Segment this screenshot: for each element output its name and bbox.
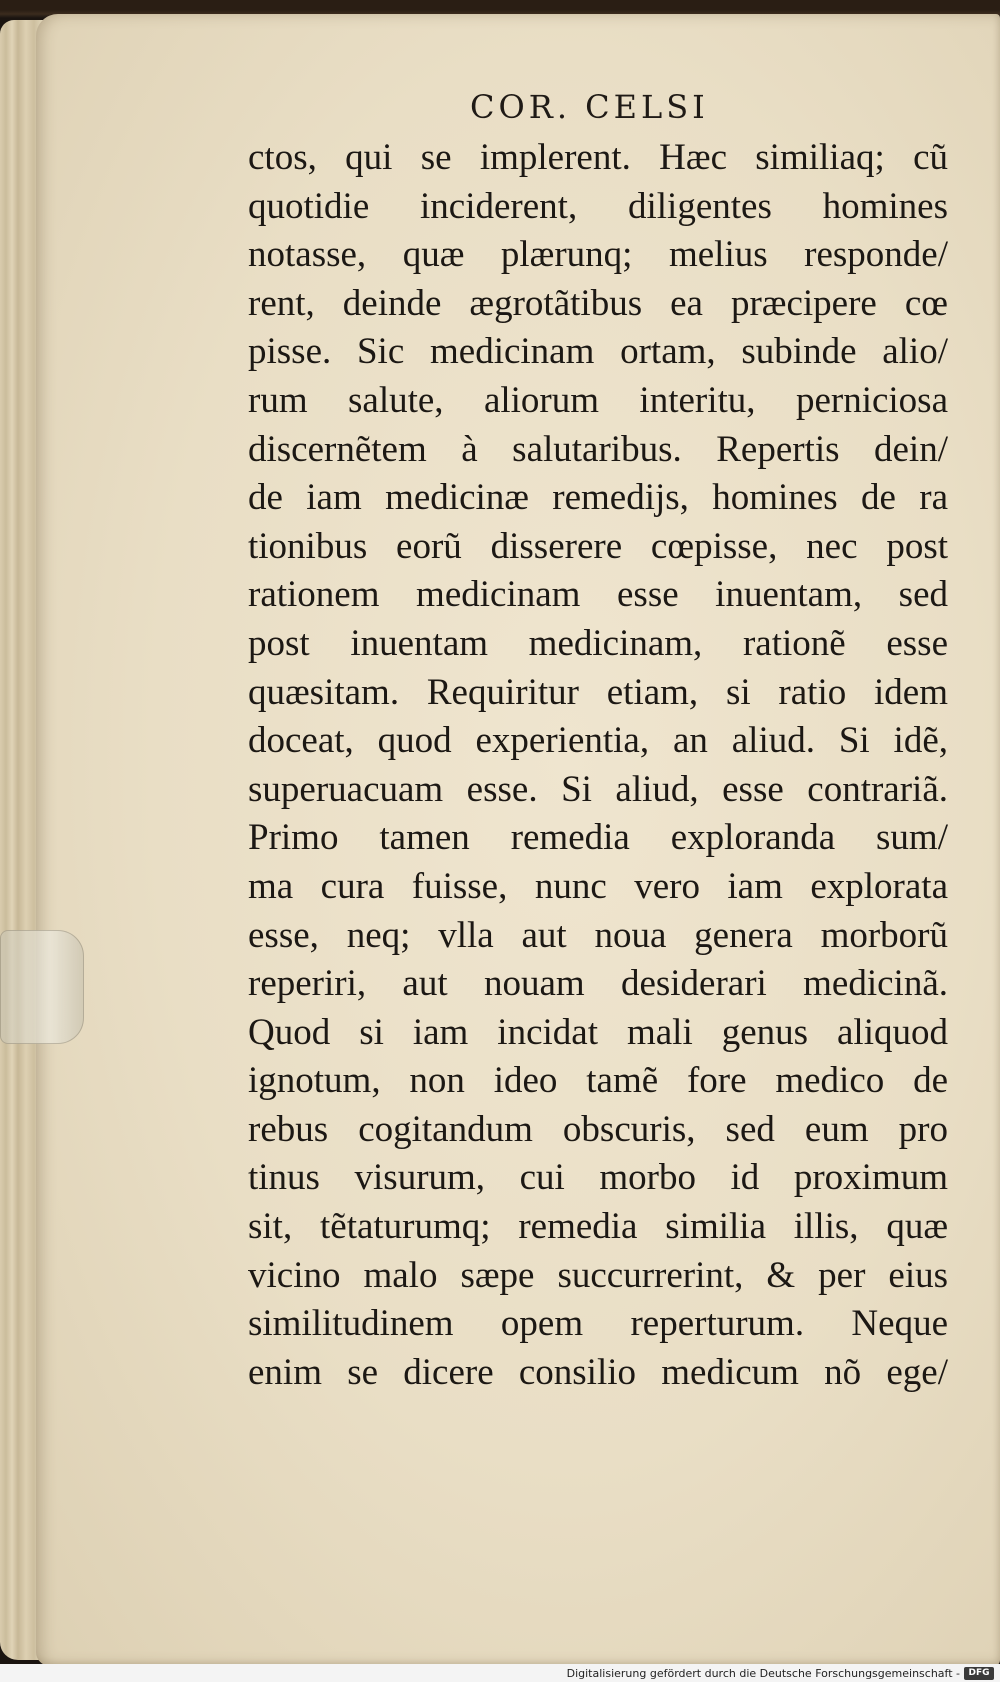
text-line: de iam medicinæ remedijs, homines de ra xyxy=(248,477,948,519)
text-line: reperiri, aut nouam desiderari medicinã. xyxy=(248,963,948,1005)
text-line: rum salute, aliorum interitu, perniciosa xyxy=(248,379,948,421)
text-line: similitudinem opem reperturum. Neque xyxy=(248,1303,948,1345)
text-line: pisse. Sic medicinam ortam, subinde alio/ xyxy=(248,331,948,373)
text-line: post inuentam medicinam, rationẽ esse xyxy=(248,622,948,664)
text-line: discernẽtem à salutaribus. Repertis dein/ xyxy=(248,428,948,470)
text-line: sit, tẽtaturumq; remedia similia illis, quæ xyxy=(248,1206,948,1248)
text-line: Primo tamen remedia exploranda sum/ xyxy=(248,817,948,859)
text-line: ctos, qui se implerent. Hæc similiaq; cũ xyxy=(248,137,948,178)
digitization-credit: Digitalisierung gefördert durch die Deutsche Forschungsgemeinschaft - xyxy=(566,1667,960,1680)
text-line: ma cura fuisse, nunc vero iam explorata xyxy=(248,865,948,907)
text-line: Quod si iam incidat mali genus aliquod xyxy=(248,1011,948,1053)
text-line: rent, deinde ægrotãtibus ea præcipere cœ xyxy=(248,282,948,324)
text-line: rebus cogitandum obscuris, sed eum pro xyxy=(248,1108,948,1150)
page-clip xyxy=(0,930,84,1044)
text-line: rationem medicinam esse inuentam, sed xyxy=(248,574,948,616)
text-line: tionibus eorũ disserere cœpisse, nec post xyxy=(248,525,948,567)
text-line: doceat, quod experientia, an aliud. Si idẽ, xyxy=(248,720,948,762)
text-line: vicino malo sæpe succurrerint, & per eius xyxy=(248,1254,948,1296)
text-line: quæsitam. Requiritur etiam, si ratio idem xyxy=(248,671,948,713)
text-line: quotidie inciderent, diligentes homines xyxy=(248,185,948,227)
text-line: superuacuam esse. Si aliud, esse contrariã. xyxy=(248,768,948,810)
text-line: ignotum, non ideo tamẽ fore medico de xyxy=(248,1060,948,1102)
running-head: COR. CELSI xyxy=(470,88,709,126)
dfg-logo: DFG xyxy=(964,1667,994,1680)
footer-strip xyxy=(0,1664,1000,1682)
text-line: esse, neq; vlla aut noua genera morborũ xyxy=(248,914,948,956)
text-line: notasse, quæ plærunq; melius responde/ xyxy=(248,234,948,276)
text-line: enim se dicere consilio medicum nõ ege/ xyxy=(248,1351,948,1393)
text-line: tinus visurum, cui morbo id proximum xyxy=(248,1157,948,1199)
body-text xyxy=(248,134,948,1397)
